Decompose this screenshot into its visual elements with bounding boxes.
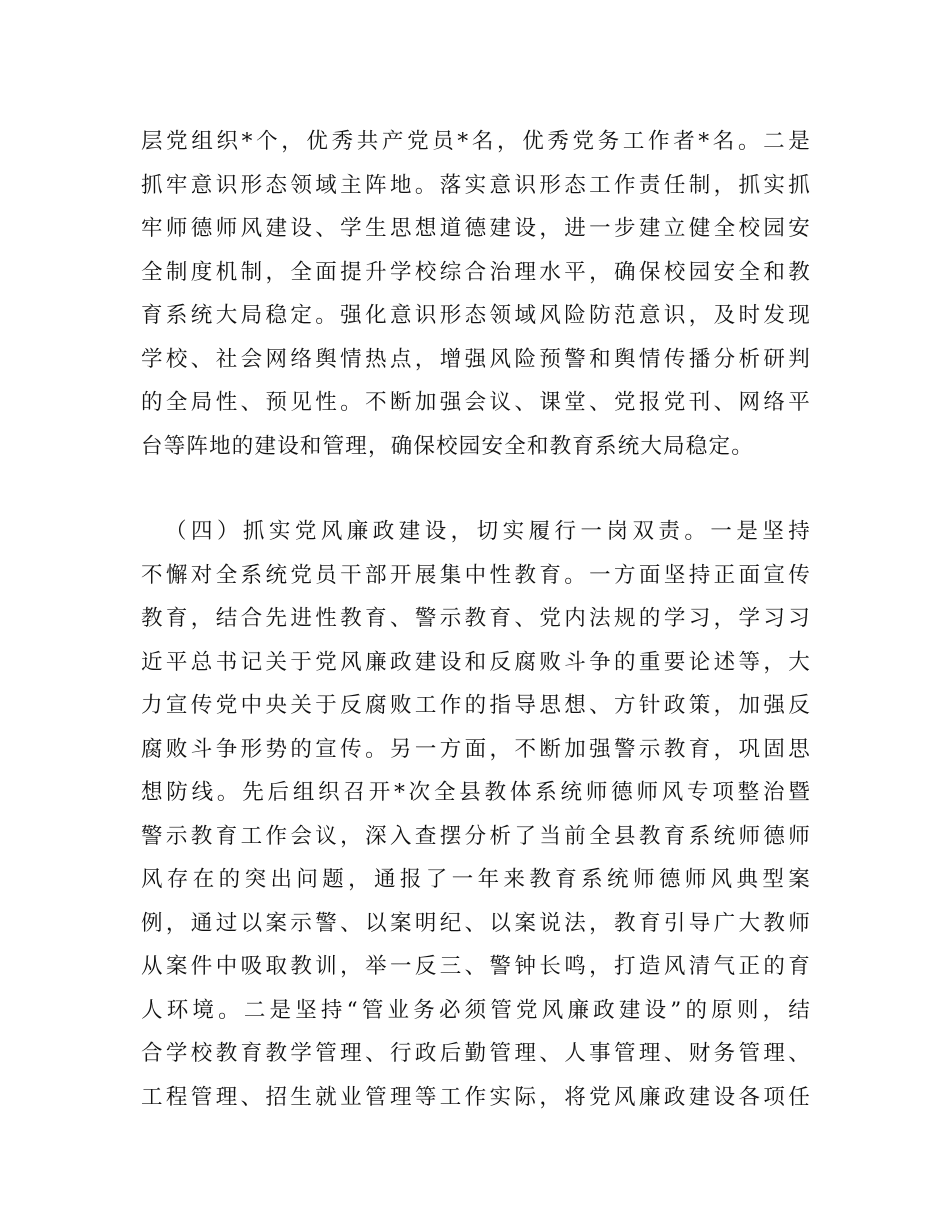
- paragraph-line: 牢师德师风建设、学生思想道德建设，进一步建立健全校园安: [141, 216, 811, 241]
- paragraph-line: 抓牢意识形态领域主阵地。落实意识形态工作责任制，抓实抓: [141, 172, 811, 198]
- paragraph-line: 层党组织*个，优秀共产党员*名，优秀党务工作者*名。二是: [141, 129, 811, 154]
- paragraph-line: 从案件中吸取教训，举一反三、警钟长鸣，打造风清气正的育: [141, 954, 811, 979]
- paragraph-line: （四）抓实党风廉政建设，切实履行一岗双责。一是坚持: [165, 519, 811, 544]
- paragraph-line: 力宣传党中央关于反腐败工作的指导思想、方针政策，加强反: [141, 693, 811, 718]
- paragraph-line: 不懈对全系统党员干部开展集中性教育。一方面坚持正面宣传: [141, 562, 811, 588]
- paragraph-line: 例，通过以案示警、以案明纪、以案说法，教育引导广大教师: [141, 910, 811, 936]
- paragraph-line: 工程管理、招生就业管理等工作实际，将党风廉政建设各项任: [141, 1084, 811, 1110]
- paragraph-line: 腐败斗争形势的宣传。另一方面，不断加强警示教育，巩固思: [141, 736, 811, 762]
- paragraph-1: [141, 120, 811, 468]
- paragraph-line: 教育，结合先进性教育、警示教育、党内法规的学习，学习习: [141, 606, 811, 631]
- paragraph-2: [141, 510, 811, 1119]
- paragraph-line: 风存在的突出问题，通报了一年来教育系统师德师风典型案: [141, 867, 811, 892]
- paragraph-line: 警示教育工作会议，深入查摆分析了当前全县教育系统师德师: [141, 823, 811, 849]
- paragraph-line: 想防线。先后组织召开*次全县教体系统师德师风专项整治暨: [141, 780, 811, 805]
- paragraph-line: 人环境。二是坚持“管业务必须管党风廉政建设”的原则，结: [141, 997, 811, 1023]
- paragraph-line: 学校、社会网络舆情热点，增强风险预警和舆情传播分析研判: [141, 346, 811, 372]
- paragraph-line: 全制度机制，全面提升学校综合治理水平，确保校园安全和教: [141, 259, 811, 285]
- paragraph-line: 合学校教育教学管理、行政后勤管理、人事管理、财务管理、: [141, 1041, 811, 1066]
- paragraph-line: 台等阵地的建设和管理，确保校园安全和教育系统大局稳定。: [141, 433, 754, 459]
- paragraph-line: 育系统大局稳定。强化意识形态领域风险防范意识，及时发现: [141, 303, 811, 328]
- paragraph-line: 的全局性、预见性。不断加强会议、课堂、党报党刊、网络平: [141, 390, 811, 415]
- paragraph-line: 近平总书记关于党风廉政建设和反腐败斗争的重要论述等，大: [141, 649, 811, 675]
